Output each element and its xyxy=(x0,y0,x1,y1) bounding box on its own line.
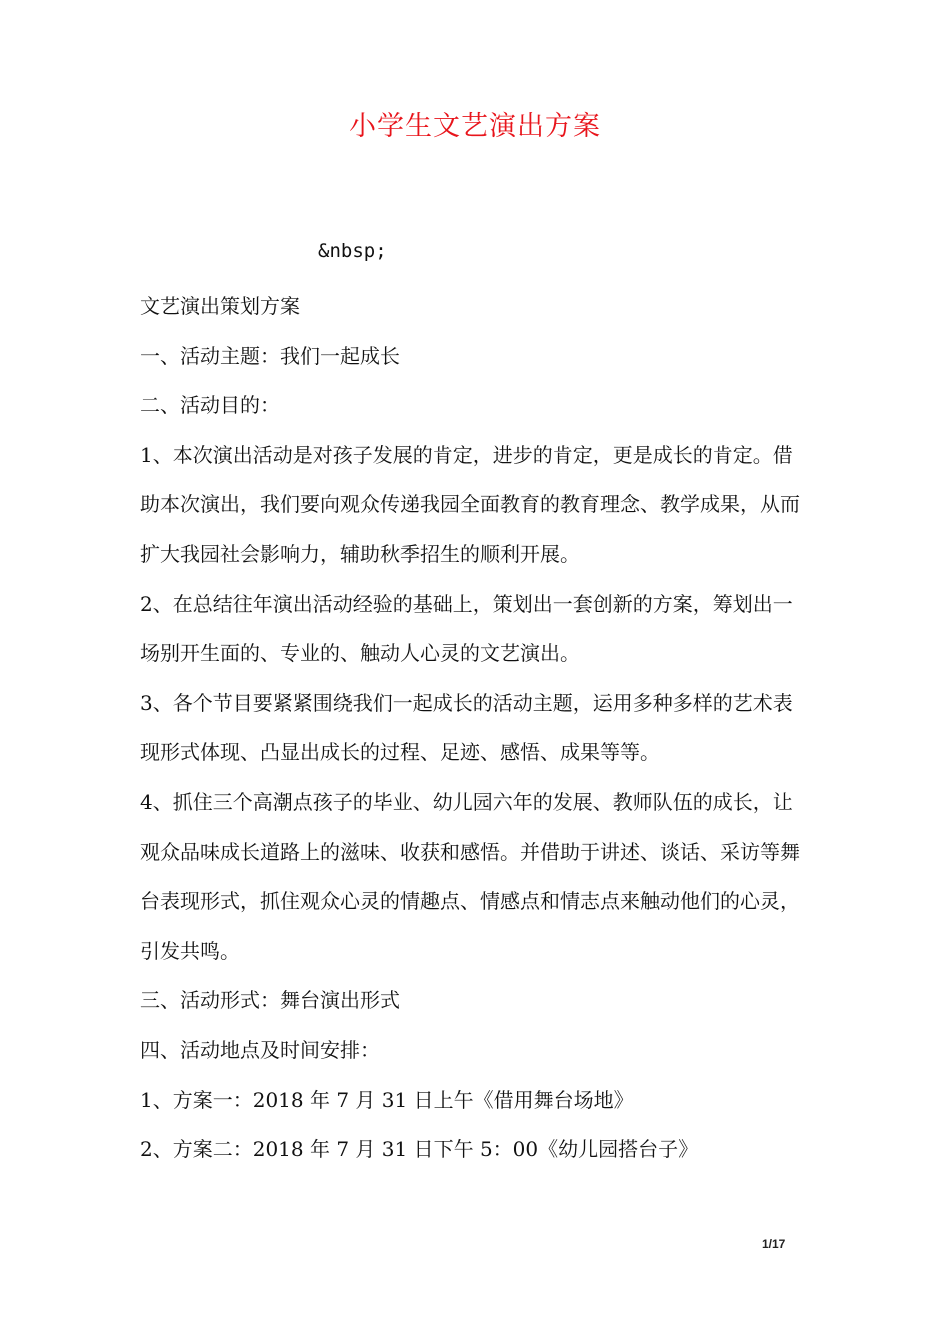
paragraph: 文艺演出策划方案 xyxy=(140,294,300,318)
paragraph: 1、本次演出活动是对孩子发展的肯定，进步的肯定，更是成长的肯定。借助本次演出，我们要向观众传递我园全面教育的教育理念、教学成果，从而扩大我园社会影响力，辅助秋季招生的顺利开展。 xyxy=(140,442,800,566)
document-body xyxy=(140,282,812,1175)
nbsp-text: &nbsp; xyxy=(318,240,387,262)
document-title: 小学生文艺演出方案 xyxy=(349,111,601,142)
paragraph: 一、活动主题：我们一起成长 xyxy=(140,343,400,368)
paragraph: 2、方案二：2018 年 7 月 31 日下午 5：00《幼儿园搭台子》 xyxy=(140,1137,699,1162)
paragraph: 三、活动形式：舞台演出形式 xyxy=(140,988,400,1013)
paragraph: 2、在总结往年演出活动经验的基础上，策划出一套创新的方案，筹划出一场别开生面的、专业的、触动人心灵的文艺演出。 xyxy=(140,591,793,666)
paragraph: 3、各个节目要紧紧围绕我们一起成长的活动主题，运用多种多样的艺术表现形式体现、凸显出成长的过程、足迹、感悟、成果等等。 xyxy=(140,690,793,765)
page-number: 1/17 xyxy=(762,1237,786,1251)
paragraph: 二、活动目的： xyxy=(140,393,280,418)
paragraph: 四、活动地点及时间安排： xyxy=(140,1037,380,1062)
paragraph: 4、抓住三个高潮点孩子的毕业、幼儿园六年的发展、教师队伍的成长，让观众品味成长道路上的滋味、收获和感悟。并借助于讲述、谈话、采访等舞台表现形式，抓住观众心灵的情趣点、情感点和情志点来触动他们的心灵，引发共鸣。 xyxy=(140,789,800,963)
paragraph: 1、方案一：2018 年 7 月 31 日上午《借用舞台场地》 xyxy=(140,1087,634,1112)
